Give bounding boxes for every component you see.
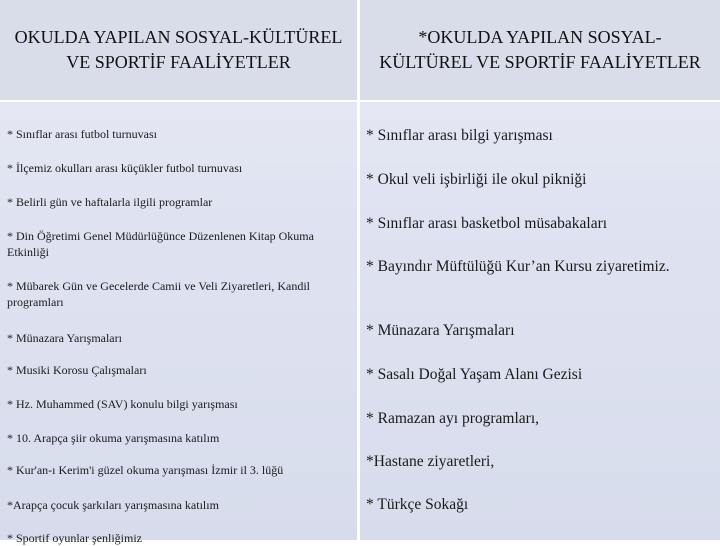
left-item: * Münazara Yarışmaları (7, 331, 122, 345)
right-header-title: *OKULDA YAPILAN SOSYAL-KÜLTÜREL VE SPORTİF FAALİYETLER (379, 27, 701, 72)
left-item: * Din Öğretimi Genel Müdürlüğünce Düzenlenen Kitap Okuma Etkinliği (7, 229, 314, 259)
right-item: * Bayındır Müftülüğü Kur’an Kursu ziyaretimiz. (366, 258, 670, 275)
left-item: * Mübarek Gün ve Gecelerde Camii ve Veli Ziyaretleri, Kandil programları (7, 279, 311, 309)
left-column (0, 0, 357, 545)
right-item: *Hastane ziyaretleri, (366, 453, 495, 470)
left-item: * Sınıflar arası futbol turnuvası (7, 127, 157, 141)
left-header (0, 0, 357, 102)
left-item: * İlçemiz okulları arası küçükler futbol turnuvası (7, 161, 243, 175)
right-item: * Sınıflar arası basketbol müsabakaları (366, 215, 608, 232)
right-item: * Ramazan ayı programları, (366, 410, 540, 427)
left-item: * Sportif oyunlar şenliğimiz (7, 531, 142, 545)
right-item: * Türkçe Sokağı (366, 496, 469, 513)
right-item: * Okul veli işbirliği ile okul pikniği (366, 171, 587, 188)
right-column (360, 0, 720, 540)
right-header (360, 0, 720, 102)
left-item: * Musiki Korosu Çalışmaları (7, 363, 147, 377)
left-header-title: OKULDA YAPILAN SOSYAL-KÜLTÜREL VE SPORTİF FAALİYETLER (14, 27, 343, 72)
left-item: * Kur'an-ı Kerim'i güzel okuma yarışması İzmir il 3. lüğü (7, 463, 284, 477)
left-item: * Hz. Muhammed (SAV) konulu bilgi yarışması (7, 397, 238, 411)
right-item: * Sasalı Doğal Yaşam Alanı Gezisi (366, 366, 583, 383)
left-item: * 10. Arapça şiir okuma yarışmasına katılım (7, 431, 220, 445)
right-item: * Münazara Yarışmaları (366, 322, 515, 339)
left-item: * Belirli gün ve haftalarla ilgili programlar (7, 195, 213, 209)
left-item: *Arapça çocuk şarkıları yarışmasına katılım (7, 498, 219, 512)
right-item: * Sınıflar arası bilgi yarışması (366, 127, 553, 144)
